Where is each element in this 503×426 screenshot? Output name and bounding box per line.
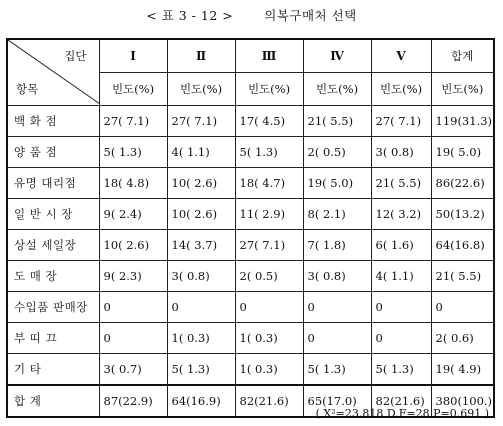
table-row: [7, 199, 494, 230]
frequency-cell: 64(16.9): [167, 385, 235, 417]
frequency-cell: 5( 1.3): [99, 137, 167, 168]
row-label: 상설 세일장: [7, 230, 99, 261]
frequency-cell: 0: [99, 292, 167, 323]
group-header-5: Ⅴ: [371, 39, 431, 73]
frequency-cell: 1( 0.3): [167, 323, 235, 354]
frequency-cell: 4( 1.1): [167, 137, 235, 168]
table-row: [7, 168, 494, 199]
row-label: 기 타: [7, 354, 99, 386]
frequency-cell: 0: [303, 323, 371, 354]
row-label: 유명 대리점: [7, 168, 99, 199]
frequency-cell: 4( 1.1): [371, 261, 431, 292]
table-number: < 표 3 - 12 >: [146, 8, 234, 23]
frequency-cell: 0: [371, 323, 431, 354]
total-cell: 86(22.6): [431, 168, 494, 199]
frequency-cell: 3( 0.7): [99, 354, 167, 386]
frequency-cell: 0: [235, 292, 303, 323]
frequency-cell: 17( 4.5): [235, 106, 303, 137]
group-label: 집단: [64, 49, 87, 63]
frequency-cell: 10( 2.6): [99, 230, 167, 261]
frequency-cell: 21( 5.5): [303, 106, 371, 137]
item-label: 항목: [16, 82, 39, 96]
row-label: 도 매 장: [7, 261, 99, 292]
total-cell: 19( 4.9): [431, 354, 494, 386]
frequency-cell: 0: [167, 292, 235, 323]
frequency-cell: 87(22.9): [99, 385, 167, 417]
frequency-cell: 18( 4.8): [99, 168, 167, 199]
sub-header-total: 빈도(%): [431, 73, 494, 106]
table-row: [7, 261, 494, 292]
table-title: [0, 6, 503, 24]
group-header-total: 합계: [431, 39, 494, 73]
header-row-groups: [7, 39, 494, 73]
sub-header-1: 빈도(%): [99, 73, 167, 106]
total-cell: 21( 5.5): [431, 261, 494, 292]
table-row: [7, 230, 494, 261]
total-cell: 50(13.2): [431, 199, 494, 230]
frequency-cell: 11( 2.9): [235, 199, 303, 230]
frequency-cell: 21( 5.5): [371, 168, 431, 199]
frequency-cell: 2( 0.5): [303, 137, 371, 168]
sub-header-2: 빈도(%): [167, 73, 235, 106]
row-label: 백 화 점: [7, 106, 99, 137]
table-row: [7, 137, 494, 168]
frequency-cell: 6( 1.6): [371, 230, 431, 261]
frequency-cell: 27( 7.1): [99, 106, 167, 137]
frequency-cell: 19( 5.0): [303, 168, 371, 199]
frequency-cell: 5( 1.3): [371, 354, 431, 386]
group-header-1: Ⅰ: [99, 39, 167, 73]
total-cell: 64(16.8): [431, 230, 494, 261]
frequency-cell: 0: [303, 292, 371, 323]
total-cell: 380(100.): [431, 385, 494, 417]
sub-header-3: 빈도(%): [235, 73, 303, 106]
frequency-cell: 65(17.0): [303, 385, 371, 417]
frequency-cell: 7( 1.8): [303, 230, 371, 261]
sub-header-4: 빈도(%): [303, 73, 371, 106]
table-row: [7, 292, 494, 323]
corner-header-cell: [7, 39, 99, 106]
total-cell: 19( 5.0): [431, 137, 494, 168]
frequency-cell: 3( 0.8): [303, 261, 371, 292]
row-label: 합 계: [7, 385, 99, 417]
total-cell: 2( 0.6): [431, 323, 494, 354]
frequency-cell: 10( 2.6): [167, 168, 235, 199]
frequency-cell: 12( 3.2): [371, 199, 431, 230]
sub-header-5: 빈도(%): [371, 73, 431, 106]
table-row: [7, 323, 494, 354]
group-header-2: Ⅱ: [167, 39, 235, 73]
table-caption: 의복구매처 선택: [264, 8, 357, 23]
frequency-cell: 2( 0.5): [235, 261, 303, 292]
frequency-cell: 10( 2.6): [167, 199, 235, 230]
row-label: 양 품 점: [7, 137, 99, 168]
frequency-cell: 9( 2.4): [99, 199, 167, 230]
frequency-cell: 27( 7.1): [167, 106, 235, 137]
group-header-3: Ⅲ: [235, 39, 303, 73]
frequency-cell: 5( 1.3): [303, 354, 371, 386]
frequency-cell: 14( 3.7): [167, 230, 235, 261]
frequency-cell: 27( 7.1): [235, 230, 303, 261]
frequency-cell: 18( 4.7): [235, 168, 303, 199]
frequency-cell: 8( 2.1): [303, 199, 371, 230]
frequency-cell: 3( 0.8): [371, 137, 431, 168]
frequency-cell: 0: [99, 323, 167, 354]
frequency-cell: 27( 7.1): [371, 106, 431, 137]
row-label: 부 띠 끄: [7, 323, 99, 354]
total-cell: 0: [431, 292, 494, 323]
row-label: 수입품 판매장: [7, 292, 99, 323]
frequency-cell: 5( 1.3): [235, 137, 303, 168]
frequency-cell: 9( 2.3): [99, 261, 167, 292]
frequency-cell: 0: [371, 292, 431, 323]
statistics-footnote: ( X²=23.818 D.F=28 P=0.691 ): [315, 407, 489, 420]
frequency-cell: 3( 0.8): [167, 261, 235, 292]
group-header-4: Ⅳ: [303, 39, 371, 73]
frequency-cell: 82(21.6): [235, 385, 303, 417]
table-row: [7, 106, 494, 137]
table-body: [7, 106, 494, 418]
total-cell: 119(31.3): [431, 106, 494, 137]
frequency-cell: 1( 0.3): [235, 323, 303, 354]
table-row: [7, 354, 494, 386]
row-label: 일 반 시 장: [7, 199, 99, 230]
frequency-cell: 82(21.6): [371, 385, 431, 417]
frequency-cell: 5( 1.3): [167, 354, 235, 386]
frequency-cell: 1( 0.3): [235, 354, 303, 386]
purchase-place-table: [6, 38, 495, 418]
